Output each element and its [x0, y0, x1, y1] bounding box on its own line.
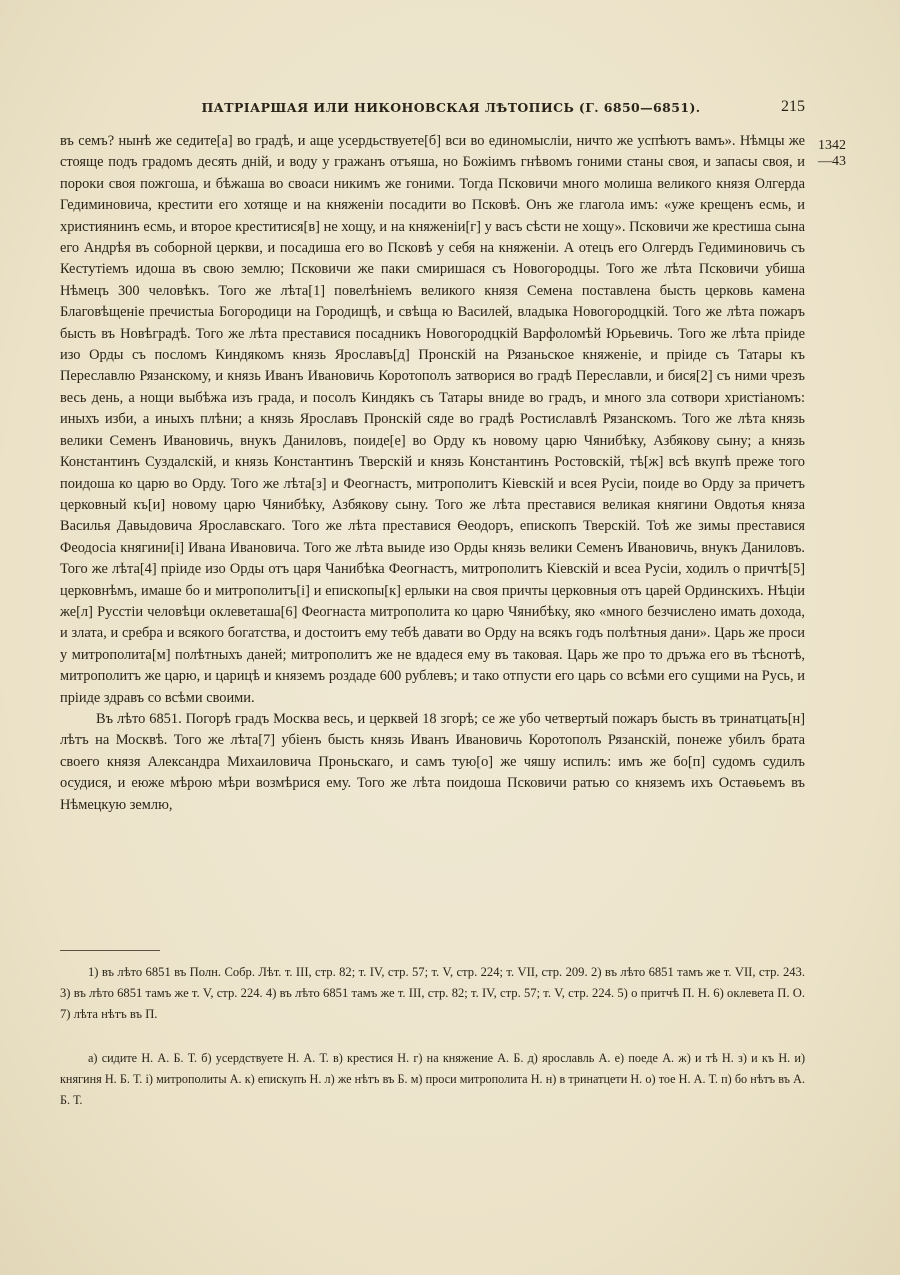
- chronicle-text: [60, 131, 805, 816]
- numbered-footnotes: [60, 962, 805, 1025]
- lettered-variant-notes: [60, 1048, 805, 1111]
- paragraph-1: въ семъ? нынѣ же седите[а] во градѣ, и аще усердьствуете[б] вси во единомыслiи, ничто же успѣютъ вамъ». Нѣмцы же стояще подъ градомъ десять днiй, и воду у гражанъ отъяша, но Божiимъ гнѣвомъ гоними станы своя, и запасы своя, и пороки своя пожгоша, и бѣжаша во своаси никимъ же гоними. Тогда Псковичи много молиша великого князя Олгерда Гедиминовича, крестити его хотяще и на княженiи посадити во Псковѣ. Онъ же глагола имъ: «уже крещенъ есмь, и християнинъ есмь, и второе креститися[в] не хощу, и на княженiи[г] у васъ сѣсти не хощу». Псковичи же крестиша сына его Андрѣя въ соборной церкви, и посадиша его во Псковѣ у себя на княженiи. А отецъ его Олгердъ Гедиминовичь съ Кестутiемъ идоша въ свою землю; Псковичи же паки смиришася съ Новогородцы. Того же лѣта Псковичи убиша Нѣмецъ 300 человѣкъ. Того же лѣта[1] повелѣнiемъ великого князя Семена поставлена бысть церковь камена Благовѣщенiе пречистыа Богородици на Городищѣ, и свѣща ю Василей, владыка Новогородцкiй. Того же лѣта пожаръ бысть въ Новѣградѣ. Того же лѣта преставися посадникъ Новогородцкiй Варфоломѣй Юрьевичь. Того же лѣта прiиде изо Орды съ посломъ Киндякомъ князь Ярославъ[д] Пронскiй на Рязаньское княженiе, и прiиде съ Татары къ Переславлю Рязанскому, и князь Иванъ Ивановичь Коротополъ затворися во градѣ Переславли, и бися[2] съ ними чрезъ весь день, а нощи выбѣжа изъ града, и посолъ Киндякъ съ Татары вниде во градъ, и много зла сотвори христiаномъ: иныхъ изби, а иныхъ плѣни; а князь Ярославъ Пронскiй сяде во градѣ Ростиславлѣ Рязанскомъ. Того же лѣта князь велики Семенъ Ивановичь, внукъ Даниловъ, поиде[е] во Орду къ новому царю Чянибѣку, Азбякову сыну; а князь Константинъ Суздалскiй, и князь Константинъ Тверскiй и князь Константинъ Ростовскiй, тѣ[ж] всѣ вкупѣ преже того поидоша ко царю во Орду. Того же лѣта[з] и Феогнастъ, митрополитъ Кiевскiй и всея Русiи, поиде во Орду за причетъ церковный къ[и] новому царю Чянибѣку, Азбякову сыну. Того же лѣта преставися великая княгини Овдотья княза Василья Давыдовича Ярославскаго. Того же лѣта преставися Ѳеодоръ, епископъ Тверскiй. Тоѣ же зимы преставися Феодосiа княгини[і] Ивана Ивановича. Того же лѣта выиде изо Орды князь велики Семенъ Ивановичь, внукъ Даниловъ. Того же лѣта[4] прiиде изо Орды отъ царя Чанибѣка Феогнастъ, митрополитъ Кiевскiй и всеа Русiи, ходилъ о причтѣ[5] церковнѣмъ, имаше бо и митрополитъ[і] и епископы[к] ерлыки на своя причты церковныя отъ царей Ординскихъ. Нѣцiи же[л] Русстiи человѣци оклеветаша[6] Феогнаста митрополита ко царю Чянибѣку, яко «много безчислено имать дохода, и злата, и сребра и всякого богатства, и достоитъ ему тебѣ давати во Орду на всякъ годъ полѣтныя дани». Царь же проси у митрополита[м] полѣтныхъ даней; митрополитъ же не вдадеся ему въ таковая. Царь же про то дръжа его въ тѣснотѣ, митрополитъ же царю, и царицѣ и княземъ роздаде 600 рублевъ; и тако отпусти его царь со всѣми его сущими на Русь, и прiиде здравъ со всѣми своими.: [60, 133, 805, 706]
- margin-year-note: 1342—43: [818, 138, 846, 169]
- footnote-divider: [60, 950, 160, 951]
- numbered-footnotes-text: 1) въ лѣто 6851 въ Полн. Собр. Лѣт. т. III, стр. 82; т. IV, стр. 57; т. V, стр. 224; т. VII, стр. 209. 2) въ лѣто 6851 тамъ же т. VII, стр. 243. 3) въ лѣто 6851 тамъ же т. V, стр. 224. 4) въ лѣто 6851 тамъ же т. III, стр. 82; т. IV, стр. 57; т. V, стр. 224. 5) о притчѣ П. Н. 6) оклевета П. О. 7) лѣта нѣтъ въ П.: [60, 965, 805, 1021]
- running-header: [97, 100, 805, 122]
- page-number: 215: [781, 98, 805, 115]
- paragraph-2: Въ лѣто 6851. Погорѣ градъ Москва весь, и церквей 18 згорѣ; се же убо четвертый пожаръ бысть въ тринатцать[н] лѣтъ на Москвѣ. Того же лѣта[7] убiенъ бысть князь Иванъ Ивановичь Коротополъ Рязанскiй, понеже убилъ брата своего князя Александра Михаиловича Проньскаго, и самъ тую[о] же чяшу испилъ: имъ же бо[п] судомъ судилъ осудися, и еюже мѣрою мѣри возмѣрися ему. Того же лѣта поидоша Псковичи ратью со княземъ ихъ Остаѳьемъ въ Нѣмецкую землю,: [60, 710, 805, 813]
- lettered-variants-text: а) сидите Н. А. Б. Т. б) усердствуете Н. А. Т. в) крестися Н. г) на княжение А. Б. д) ярославль А. е) поеде А. ж) и тѣ Н. з) и къ Н. и) княгиня Н. Б. Т. і) митрополиты А. к) епискупъ Н. л) же нѣтъ въ Б. м) проси митрополита Н. н) в тринатцети Н. о) тое Н. А. Т. п) бо нѣтъ въ А. Б. Т.: [60, 1051, 805, 1107]
- header-title: ПАТРІАРШАЯ ИЛИ НИКОНОВСКАЯ ЛѢТОПИСЬ (Г. 6850—6851).: [201, 100, 701, 115]
